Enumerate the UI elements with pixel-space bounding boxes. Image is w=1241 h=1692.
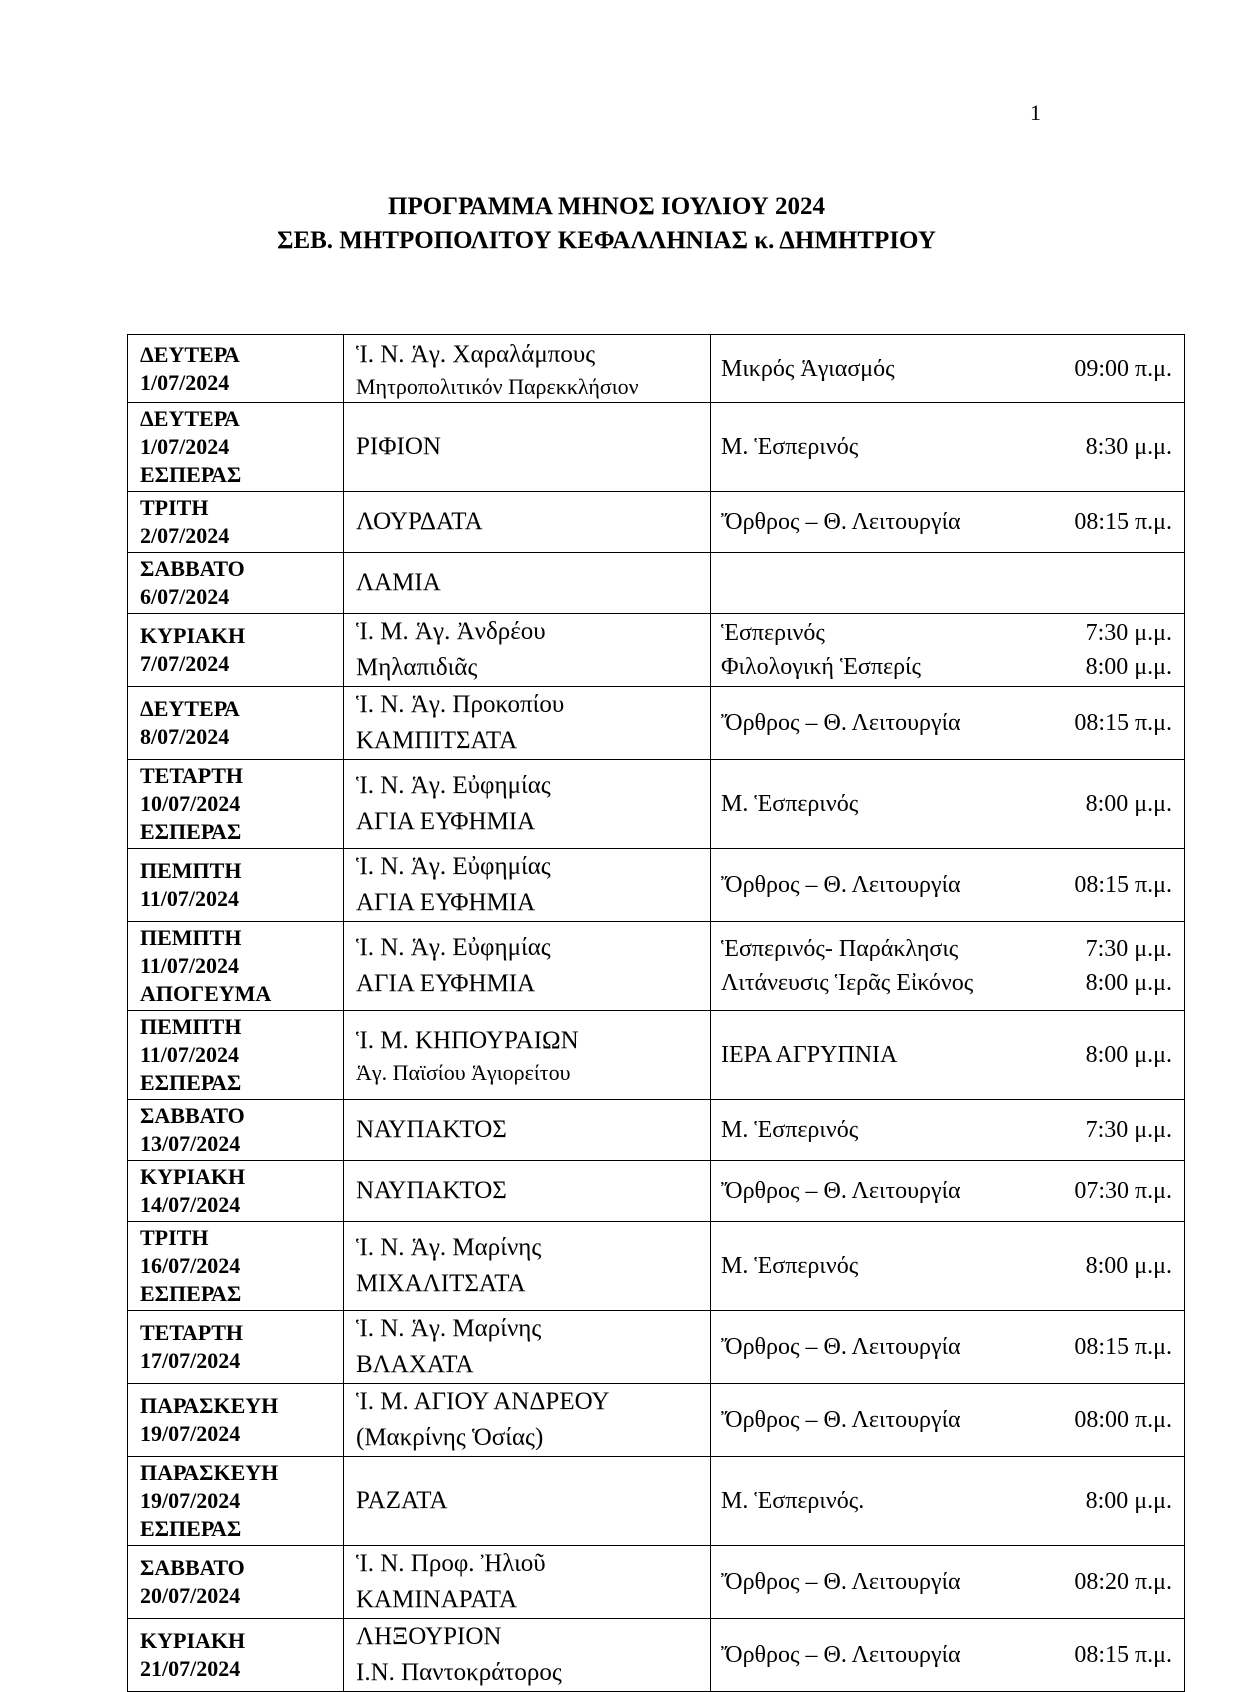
date-cell xyxy=(128,1011,344,1100)
event-name: Ὄρθρος – Θ. Λειτουργία xyxy=(721,509,961,535)
date-cell xyxy=(128,403,344,492)
event-cell xyxy=(711,1100,1185,1161)
time-of-day-label: ΕΣΠΕΡΑΣ xyxy=(140,1070,242,1095)
place-line: ΛΑΜΙΑ xyxy=(356,569,441,596)
day-label: ΣΑΒΒΑΤΟ xyxy=(140,1555,245,1580)
place-line: Ἱ. Ν. Ἁγ. Προκοπίου xyxy=(356,691,565,718)
event-time: 08:00 π.μ. xyxy=(1074,1407,1172,1433)
day-label: ΤΕΤΑΡΤΗ xyxy=(140,763,243,788)
table-row xyxy=(128,403,1185,492)
date-label: 8/07/2024 xyxy=(140,724,230,749)
event-cell xyxy=(711,760,1185,849)
event-cell xyxy=(711,1546,1185,1619)
event-line xyxy=(721,430,1174,464)
time-of-day-label: ΕΣΠΕΡΑΣ xyxy=(140,462,242,487)
event-time: 08:15 π.μ. xyxy=(1074,1642,1172,1668)
day-label: ΤΡΙΤΗ xyxy=(140,495,209,520)
event-cell xyxy=(711,1011,1185,1100)
event-name: Ἑσπερινός xyxy=(721,620,825,646)
day-label: ΚΥΡΙΑΚΗ xyxy=(140,1164,246,1189)
table-row xyxy=(128,1546,1185,1619)
table-row xyxy=(128,1161,1185,1222)
event-name: Ὄρθρος – Θ. Λειτουργία xyxy=(721,1334,961,1360)
place-subtitle: Μητροπολιτικόν Παρεκκλήσιον xyxy=(356,373,639,399)
table-row xyxy=(128,335,1185,403)
table-row xyxy=(128,1619,1185,1692)
event-cell xyxy=(711,614,1185,687)
event-time: 08:15 π.μ. xyxy=(1074,872,1172,898)
table-row xyxy=(128,492,1185,553)
place-cell xyxy=(344,922,711,1011)
date-label: 14/07/2024 xyxy=(140,1192,241,1217)
place-line: ΝΑΥΠΑΚΤΟΣ xyxy=(356,1177,507,1204)
day-label: ΚΥΡΙΑΚΗ xyxy=(140,1628,246,1653)
place-cell xyxy=(344,1161,711,1222)
table-row xyxy=(128,1222,1185,1311)
event-line xyxy=(721,868,1174,902)
event-cell xyxy=(711,403,1185,492)
place-cell xyxy=(344,1011,711,1100)
date-label: 1/07/2024 xyxy=(140,434,230,459)
date-label: 7/07/2024 xyxy=(140,651,230,676)
event-cell xyxy=(711,1384,1185,1457)
day-label: ΠΑΡΑΣΚΕΥΗ xyxy=(140,1460,279,1485)
event-time: 8:30 μ.μ. xyxy=(1085,434,1172,460)
event-time: 08:15 π.μ. xyxy=(1074,1334,1172,1360)
date-label: 13/07/2024 xyxy=(140,1131,241,1156)
date-cell xyxy=(128,1457,344,1546)
event-name: Ὄρθρος – Θ. Λειτουργία xyxy=(721,710,961,736)
day-label: ΔΕΥΤΕΡΑ xyxy=(140,341,240,367)
table-row xyxy=(128,760,1185,849)
event-name: Ὄρθρος – Θ. Λειτουργία xyxy=(721,1569,961,1595)
place-line: Ἱ. Ν. Ἁγ. Χαραλάμπους xyxy=(356,340,596,368)
place-cell xyxy=(344,1100,711,1161)
event-name: Μ. Ἑσπερινός xyxy=(721,1253,859,1279)
place-cell xyxy=(344,687,711,760)
event-name: Φιλολογική Ἑσπερίς xyxy=(721,654,922,680)
event-line xyxy=(721,1113,1174,1147)
event-cell xyxy=(711,849,1185,922)
place-cell xyxy=(344,1384,711,1457)
event-time: 7:30 μ.μ. xyxy=(1085,620,1172,646)
table-row xyxy=(128,614,1185,687)
day-label: ΣΑΒΒΑΤΟ xyxy=(140,556,245,581)
place-cell xyxy=(344,1546,711,1619)
table-row xyxy=(128,1100,1185,1161)
table-row xyxy=(128,687,1185,760)
event-name: Μικρός Ἁγιασμός xyxy=(721,355,895,382)
date-cell xyxy=(128,1100,344,1161)
date-cell xyxy=(128,335,344,403)
table-row xyxy=(128,922,1185,1011)
place-line: ΡΙΦΙΟΝ xyxy=(356,433,441,460)
date-label: 19/07/2024 xyxy=(140,1421,241,1446)
event-time: 07:30 π.μ. xyxy=(1074,1178,1172,1204)
document-title xyxy=(0,190,1241,258)
event-line xyxy=(721,1484,1174,1518)
place-line: ΡΑΖΑΤΑ xyxy=(356,1487,448,1514)
event-name: Ἑσπερινός- Παράκλησις xyxy=(721,936,959,962)
place-line: Ἱ. Ν. Ἁγ. Εὐφημίας xyxy=(356,934,551,961)
event-line xyxy=(721,1249,1174,1283)
event-cell xyxy=(711,492,1185,553)
date-cell xyxy=(128,922,344,1011)
day-label: ΔΕΥΤΕΡΑ xyxy=(140,406,240,431)
event-time: 7:30 μ.μ. xyxy=(1085,1117,1172,1143)
event-name: Ὄρθρος – Θ. Λειτουργία xyxy=(721,1178,961,1204)
date-cell xyxy=(128,849,344,922)
event-name: Μ. Ἑσπερινός xyxy=(721,791,859,817)
event-line xyxy=(721,650,1174,684)
place-line: Ἱ. Ν. Ἁγ. Εὐφημίας xyxy=(356,853,551,880)
place-cell xyxy=(344,760,711,849)
event-line xyxy=(721,352,1174,386)
table-row xyxy=(128,1384,1185,1457)
place-cell xyxy=(344,1222,711,1311)
event-time: 8:00 μ.μ. xyxy=(1085,1042,1172,1068)
place-line: ΛΟΥΡΔΑΤΑ xyxy=(356,508,483,535)
date-cell xyxy=(128,1222,344,1311)
date-label: 20/07/2024 xyxy=(140,1583,241,1608)
place-line: Ἱ. Ν. Ἁγ. Εὐφημίας xyxy=(356,772,551,799)
place-line: ΝΑΥΠΑΚΤΟΣ xyxy=(356,1116,507,1143)
place-line: Ἱ. Ν. Ἁγ. Μαρίνης xyxy=(356,1315,542,1342)
place-cell xyxy=(344,614,711,687)
place-line: Ἱ. Μ. ΑΓΙΟΥ ΑΝΔΡΕΟΥ xyxy=(356,1388,610,1415)
event-line xyxy=(721,966,1174,1000)
date-cell xyxy=(128,614,344,687)
event-cell xyxy=(711,1457,1185,1546)
place-line: Μηλαπιδιᾶς xyxy=(356,654,478,681)
date-label: 10/07/2024 xyxy=(140,791,241,816)
date-cell xyxy=(128,1619,344,1692)
event-line xyxy=(721,505,1174,539)
day-label: ΣΑΒΒΑΤΟ xyxy=(140,1103,245,1128)
date-label: 17/07/2024 xyxy=(140,1348,241,1373)
table-row xyxy=(128,553,1185,614)
event-time: 08:15 π.μ. xyxy=(1074,509,1172,535)
event-name: Ὄρθρος – Θ. Λειτουργία xyxy=(721,872,961,898)
event-line xyxy=(721,932,1174,966)
table-row xyxy=(128,1311,1185,1384)
place-line: ΑΓΙΑ ΕΥΦΗΜΙΑ xyxy=(356,808,536,835)
time-of-day-label: ΕΣΠΕΡΑΣ xyxy=(140,1516,242,1541)
event-time: 08:20 π.μ. xyxy=(1074,1569,1172,1595)
event-name: Ὄρθρος – Θ. Λειτουργία xyxy=(721,1407,961,1433)
event-line xyxy=(721,787,1174,821)
date-label: 21/07/2024 xyxy=(140,1656,241,1681)
event-time: 8:00 μ.μ. xyxy=(1085,654,1172,680)
event-time: 8:00 μ.μ. xyxy=(1085,970,1172,996)
day-label: ΔΕΥΤΕΡΑ xyxy=(140,696,240,721)
event-cell xyxy=(711,1222,1185,1311)
day-label: ΠΕΜΠΤΗ xyxy=(140,858,242,883)
place-line: ΒΛΑΧΑΤΑ xyxy=(356,1351,474,1378)
event-cell xyxy=(711,1161,1185,1222)
place-cell xyxy=(344,1619,711,1692)
event-name: Ὄρθρος – Θ. Λειτουργία xyxy=(721,1642,961,1668)
event-time: 8:00 μ.μ. xyxy=(1085,1253,1172,1279)
place-cell xyxy=(344,553,711,614)
date-label: 16/07/2024 xyxy=(140,1253,241,1278)
event-time: 8:00 μ.μ. xyxy=(1085,1488,1172,1514)
event-cell xyxy=(711,1619,1185,1692)
place-line: Ἱ. Μ. ΚΗΠΟΥΡΑΙΩΝ xyxy=(356,1027,579,1054)
place-cell xyxy=(344,403,711,492)
place-line: (Μακρίνης Ὁσίας) xyxy=(356,1424,544,1451)
place-line: Ἱ. Ν. Ἁγ. Μαρίνης xyxy=(356,1234,542,1261)
day-label: ΠΕΜΠΤΗ xyxy=(140,925,242,950)
event-name: Μ. Ἑσπερινός xyxy=(721,434,859,460)
day-label: ΤΡΙΤΗ xyxy=(140,1225,209,1250)
event-cell xyxy=(711,553,1185,614)
time-of-day-label: ΑΠΟΓΕΥΜΑ xyxy=(140,981,272,1006)
place-cell xyxy=(344,492,711,553)
event-cell xyxy=(711,1311,1185,1384)
table-row xyxy=(128,1011,1185,1100)
event-time: 08:15 π.μ. xyxy=(1074,710,1172,736)
date-label: 19/07/2024 xyxy=(140,1488,241,1513)
event-line xyxy=(721,1038,1174,1072)
place-line: ΑΓΙΑ ΕΥΦΗΜΙΑ xyxy=(356,970,536,997)
event-cell xyxy=(711,687,1185,760)
event-cell xyxy=(711,922,1185,1011)
time-of-day-label: ΕΣΠΕΡΑΣ xyxy=(140,1281,242,1306)
title-line-1: ΠΡΟΓΡΑΜΜΑ ΜΗΝΟΣ ΙΟΥΛΙΟΥ 2024 xyxy=(388,193,825,220)
event-name: Μ. Ἑσπερινός. xyxy=(721,1488,865,1514)
place-cell xyxy=(344,1457,711,1546)
event-line xyxy=(721,1565,1174,1599)
date-cell xyxy=(128,1546,344,1619)
schedule-table xyxy=(127,334,1185,1692)
place-line: ΑΓΙΑ ΕΥΦΗΜΙΑ xyxy=(356,889,536,916)
place-line: Ι.Ν. Παντοκράτορος xyxy=(356,1659,562,1686)
day-label: ΤΕΤΑΡΤΗ xyxy=(140,1320,243,1345)
date-label: 2/07/2024 xyxy=(140,523,230,548)
event-line xyxy=(721,1174,1174,1208)
day-label: ΚΥΡΙΑΚΗ xyxy=(140,623,246,648)
event-time: 8:00 μ.μ. xyxy=(1085,791,1172,817)
place-line: ΛΗΞΟΥΡΙΟΝ xyxy=(356,1623,502,1650)
place-line: Ἱ. Ν. Προφ. Ἠλιοῦ xyxy=(356,1550,546,1577)
event-time: 7:30 μ.μ. xyxy=(1085,936,1172,962)
day-label: ΠΕΜΠΤΗ xyxy=(140,1014,242,1039)
date-cell xyxy=(128,1384,344,1457)
date-cell xyxy=(128,1161,344,1222)
title-line-2: ΣΕΒ. ΜΗΤΡΟΠΟΛΙΤΟΥ ΚΕΦΑΛΛΗΝΙΑΣ κ. ΔΗΜΗΤΡΙΟΥ xyxy=(277,227,936,254)
date-label: 6/07/2024 xyxy=(140,584,230,609)
event-line xyxy=(721,1330,1174,1364)
place-line: ΚΑΜΠΙΤΣΑΤΑ xyxy=(356,727,518,754)
date-cell xyxy=(128,553,344,614)
event-name: Μ. Ἑσπερινός xyxy=(721,1117,859,1143)
date-cell xyxy=(128,687,344,760)
table-row xyxy=(128,849,1185,922)
place-cell xyxy=(344,849,711,922)
place-line: ΜΙΧΑΛΙΤΣΑΤΑ xyxy=(356,1270,526,1297)
event-line xyxy=(721,1403,1174,1437)
date-label: 11/07/2024 xyxy=(140,953,240,978)
date-cell xyxy=(128,760,344,849)
page-number: 1 xyxy=(1030,100,1041,125)
event-cell xyxy=(711,335,1185,403)
place-subtitle: Ἁγ. Παϊσίου Ἁγιορείτου xyxy=(356,1060,571,1085)
place-cell xyxy=(344,1311,711,1384)
date-label: 11/07/2024 xyxy=(140,1042,240,1067)
table-row xyxy=(128,1457,1185,1546)
date-label: 11/07/2024 xyxy=(140,886,240,911)
date-label: 1/07/2024 xyxy=(140,369,230,395)
event-line xyxy=(721,1638,1174,1672)
event-line xyxy=(721,706,1174,740)
day-label: ΠΑΡΑΣΚΕΥΗ xyxy=(140,1393,279,1418)
event-name: ΙΕΡΑ ΑΓΡΥΠΝΙΑ xyxy=(721,1042,898,1068)
date-cell xyxy=(128,1311,344,1384)
time-of-day-label: ΕΣΠΕΡΑΣ xyxy=(140,819,242,844)
event-line xyxy=(721,616,1174,650)
place-cell xyxy=(344,335,711,403)
date-cell xyxy=(128,492,344,553)
place-line: Ἱ. Μ. Ἁγ. Ἀνδρέου xyxy=(356,618,546,645)
event-time: 09:00 π.μ. xyxy=(1074,355,1172,382)
event-name: Λιτάνευσις Ἱερᾶς Εἰκόνος xyxy=(721,970,974,996)
place-line: ΚΑΜΙΝΑΡΑΤΑ xyxy=(356,1586,518,1613)
